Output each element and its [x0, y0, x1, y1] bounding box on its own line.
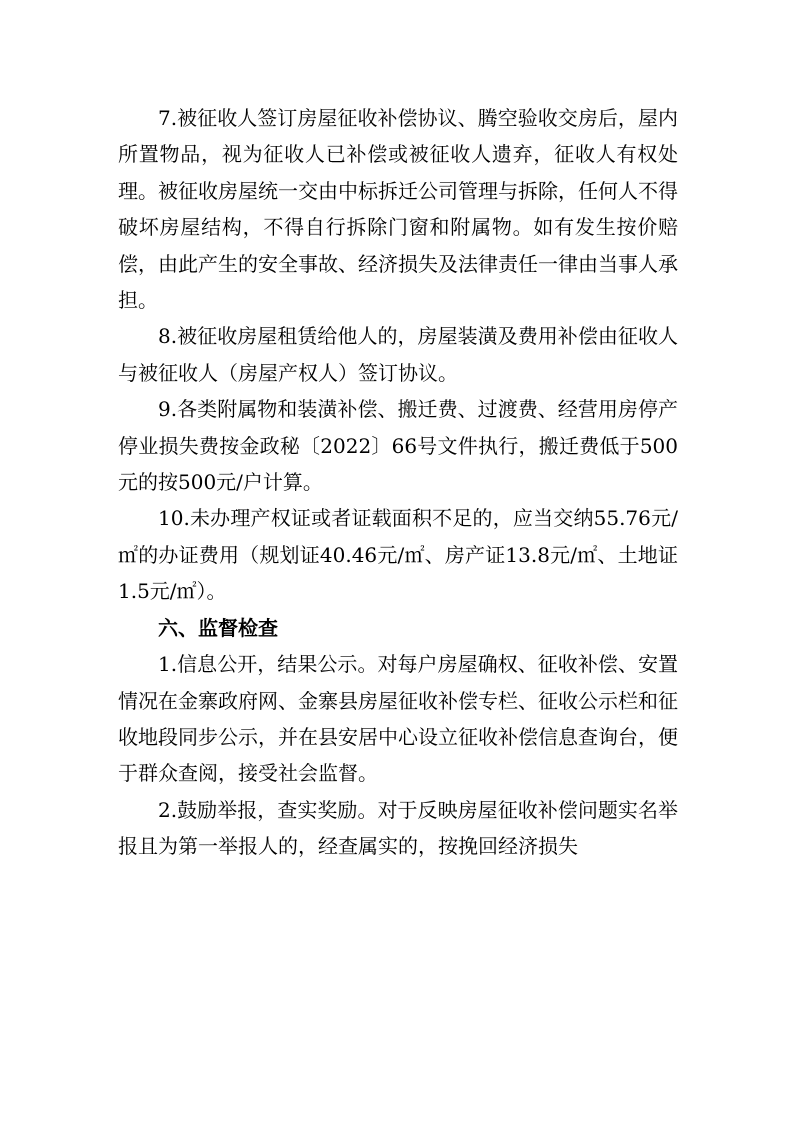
paragraph-supervision-1: 1.信息公开，结果公示。对每户房屋确权、征收补偿、安置情况在金寨政府网、金寨县房屋征收补偿专栏、征收公示栏和征收地段同步公示，并在县安居中心设立征收补偿信息查询台，便于群众查阅，接受社会监督。 — [118, 652, 678, 786]
paragraph-9: 9.各类附属物和装潢补偿、搬迁费、过渡费、经营用房停产停业损失费按金政秘〔2022〕66号文件执行，搬迁费低于500元的按500元/户计算。 — [118, 397, 678, 495]
section-heading-supervision: 六、监督检查 — [158, 615, 278, 640]
paragraph-7: 7.被征收人签订房屋征收补偿协议、腾空验收交房后，屋内所置物品，视为征收人已补偿或被征收人遗弃，征收人有权处理。被征收房屋统一交由中标拆迁公司管理与拆除，任何人不得破坏房屋结构，不得自行拆除门窗和附属物。如有发生按价赔偿，由此产生的安全事故、经济损失及法律责任一律由当事人承担。 — [118, 106, 678, 313]
document-body — [118, 100, 678, 865]
paragraph-8: 8.被征收房屋租赁给他人的，房屋装潢及费用补偿由征收人与被征收人（房屋产权人）签订协议。 — [118, 324, 678, 385]
paragraph-supervision-2: 2.鼓励举报，查实奖励。对于反映房屋征收补偿问题实名举报且为第一举报人的，经查属实的，按挽回经济损失 — [118, 797, 678, 859]
paragraph-10: 10.未办理产权证或者证载面积不足的，应当交纳55.76元/㎡的办证费用（规划证40.46元/㎡、房产证13.8元/㎡、土地证1.5元/㎡）。 — [118, 506, 678, 604]
